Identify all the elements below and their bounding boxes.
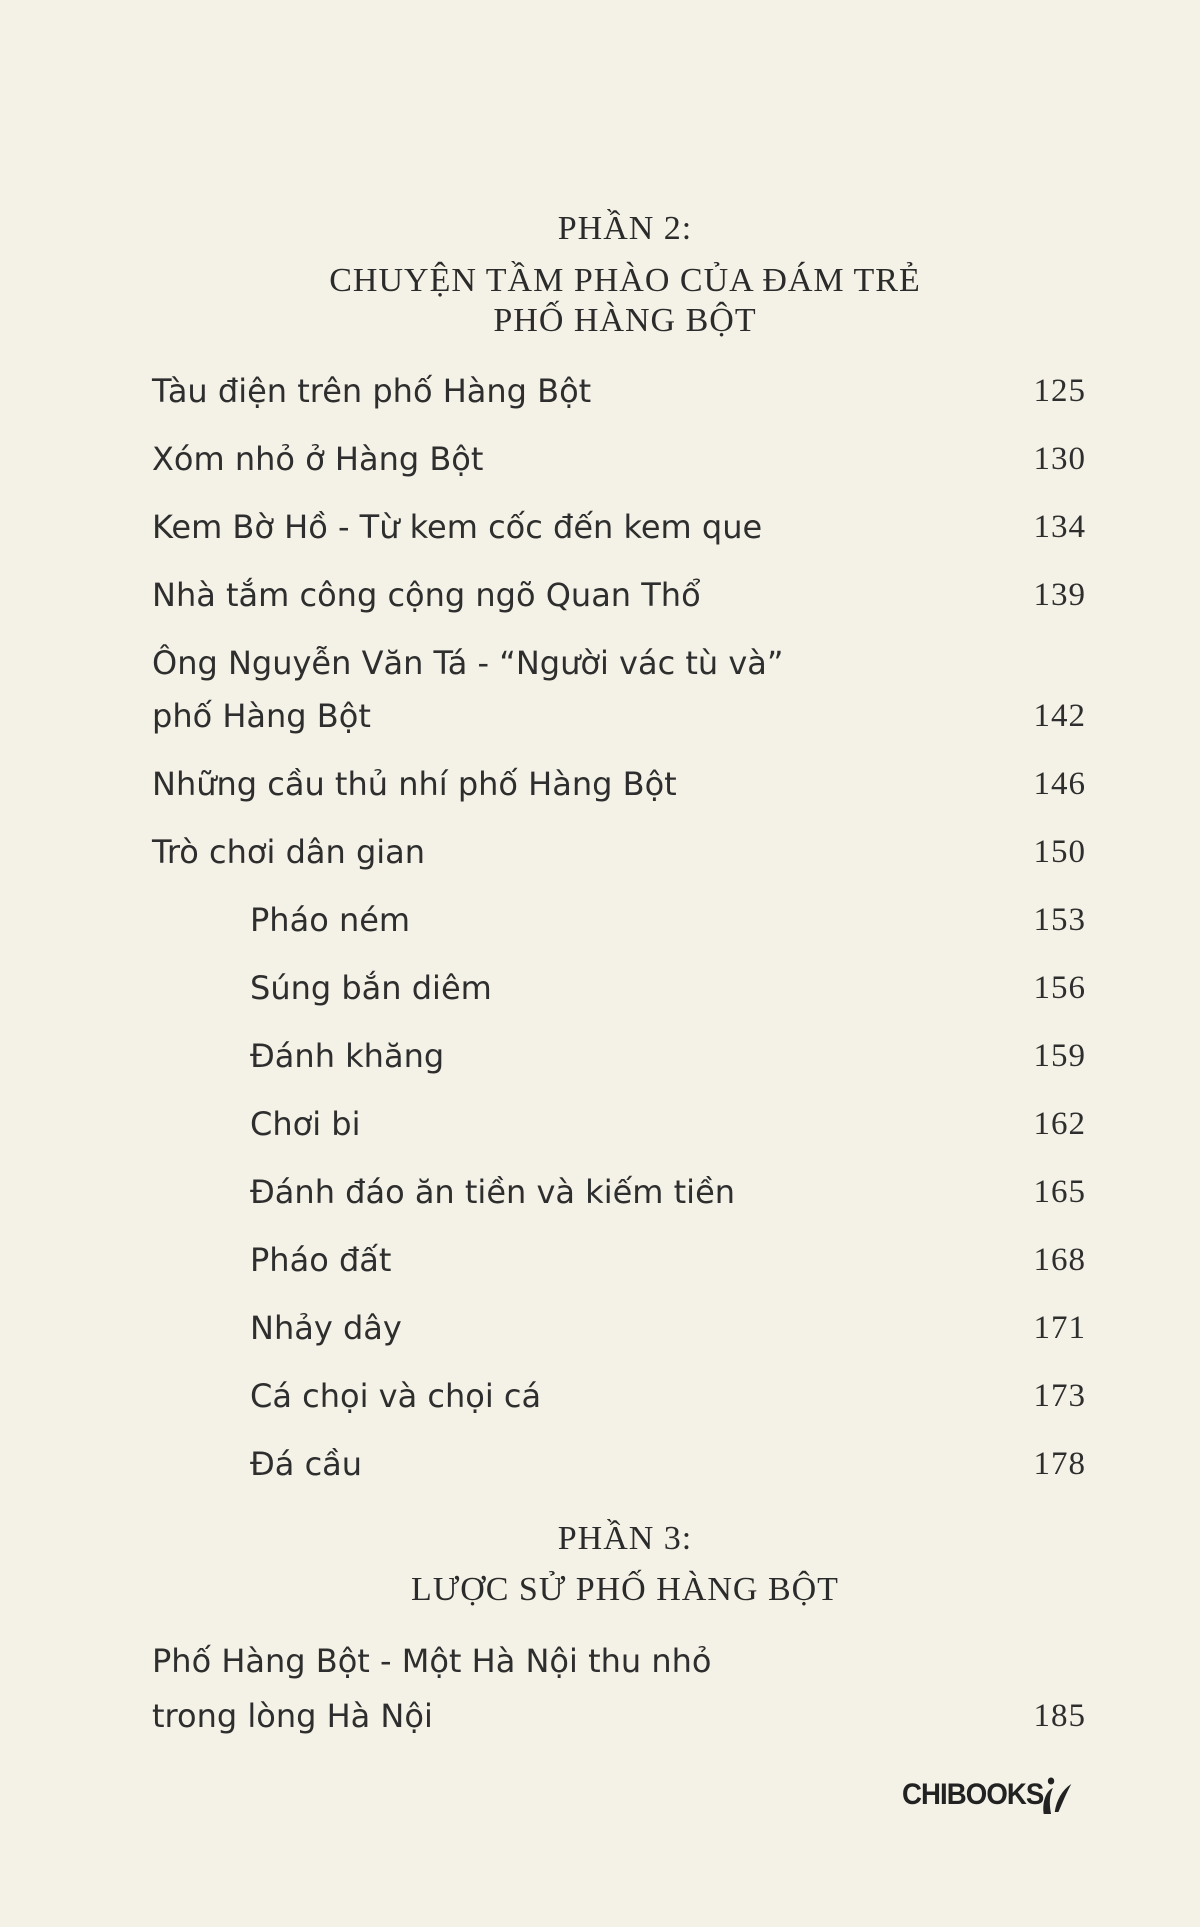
- toc-entry-title: Pháo ném: [250, 901, 411, 939]
- toc-entry-title: Phố Hàng Bột - Một Hà Nội thu nhỏ: [152, 1642, 712, 1680]
- toc-entry: [0, 1642, 1200, 1695]
- toc-entry-title: Nhà tắm công cộng ngõ Quan Thổ: [152, 576, 701, 614]
- toc-entry-page: 171: [1033, 1310, 1086, 1346]
- toc-entry-title: Chơi bi: [250, 1105, 361, 1143]
- toc-entry-title: Súng bắn diêm: [250, 969, 492, 1007]
- toc-entry-page: 142: [1033, 698, 1086, 734]
- toc-sub-entry: [0, 1105, 1200, 1158]
- toc-entry-page: 156: [1033, 970, 1086, 1006]
- toc-entry-page: 125: [1033, 373, 1086, 409]
- part2-title-line2: PHỐ HÀNG BỘT: [493, 302, 757, 339]
- part3-label: PHẦN 3:: [557, 1520, 693, 1557]
- toc-entry-page: 159: [1033, 1038, 1086, 1074]
- part2-title-line1: CHUYỆN TẦM PHÀO CỦA ĐÁM TRẺ: [329, 262, 921, 299]
- publisher-logo: [902, 1778, 1043, 1812]
- toc-sub-entry: [0, 901, 1200, 954]
- toc-entry-title: Pháo đất: [250, 1241, 392, 1279]
- toc-entry-page: 153: [1033, 902, 1086, 938]
- toc-entry: [0, 1697, 1200, 1750]
- toc-entry-title: Tàu điện trên phố Hàng Bột: [152, 372, 592, 410]
- toc-entry: [0, 644, 1200, 697]
- toc-entry-title: Cá chọi và chọi cá: [250, 1377, 542, 1415]
- toc-sub-entry: [0, 1309, 1200, 1362]
- toc-entry: [0, 372, 1200, 425]
- toc-entry-title: Xóm nhỏ ở Hàng Bột: [152, 440, 484, 478]
- part3-title: LƯỢC SỬ PHỐ HÀNG BỘT: [411, 1571, 839, 1608]
- toc-entry-page: 168: [1033, 1242, 1086, 1278]
- toc-entry-page: 185: [1033, 1698, 1086, 1734]
- toc-sub-entry: [0, 1241, 1200, 1294]
- toc-sub-entry: [0, 969, 1200, 1022]
- toc-entry-title: Đánh khăng: [250, 1037, 445, 1075]
- toc-entry-page: 139: [1033, 577, 1086, 613]
- toc-entry-page: 173: [1033, 1378, 1086, 1414]
- toc-entry-title: Những cầu thủ nhí phố Hàng Bột: [152, 765, 677, 803]
- toc-sub-entry: [0, 1377, 1200, 1430]
- leaf-person-icon: [1038, 1774, 1075, 1818]
- toc-sub-entry: [0, 1173, 1200, 1226]
- toc-entry: [0, 440, 1200, 493]
- toc-sub-entry: [0, 1037, 1200, 1090]
- toc-entry-page: 178: [1033, 1446, 1086, 1482]
- part2-label: PHẦN 2:: [557, 210, 693, 247]
- toc-entry-page: 146: [1033, 766, 1086, 802]
- toc-entry-title: phố Hàng Bột: [152, 697, 371, 735]
- toc-entry: [0, 576, 1200, 629]
- toc-entry: [0, 765, 1200, 818]
- toc-entry: [0, 508, 1200, 561]
- toc-entry-title: trong lòng Hà Nội: [152, 1697, 433, 1735]
- toc-entry-title: Trò chơi dân gian: [152, 833, 426, 871]
- toc-entry-title: Ông Nguyễn Văn Tá - “Người vác tù và”: [152, 644, 784, 682]
- toc-entry-title: Kem Bờ Hồ - Từ kem cốc đến kem que: [152, 508, 763, 546]
- toc-entry-title: Đánh đáo ăn tiền và kiếm tiền: [250, 1173, 736, 1211]
- toc-entry-title: Nhảy dây: [250, 1309, 402, 1347]
- toc-entry-page: 150: [1033, 834, 1086, 870]
- publisher-name: CHIBOOKS: [902, 1778, 1044, 1811]
- toc-entry: [0, 697, 1200, 750]
- toc-entry: [0, 833, 1200, 886]
- toc-entry-title: Đá cầu: [250, 1445, 363, 1483]
- toc-entry-page: 165: [1033, 1174, 1086, 1210]
- toc-sub-entry: [0, 1445, 1200, 1498]
- toc-entry-page: 130: [1033, 441, 1086, 477]
- toc-entry-page: 134: [1033, 509, 1086, 545]
- toc-entry-page: 162: [1033, 1106, 1086, 1142]
